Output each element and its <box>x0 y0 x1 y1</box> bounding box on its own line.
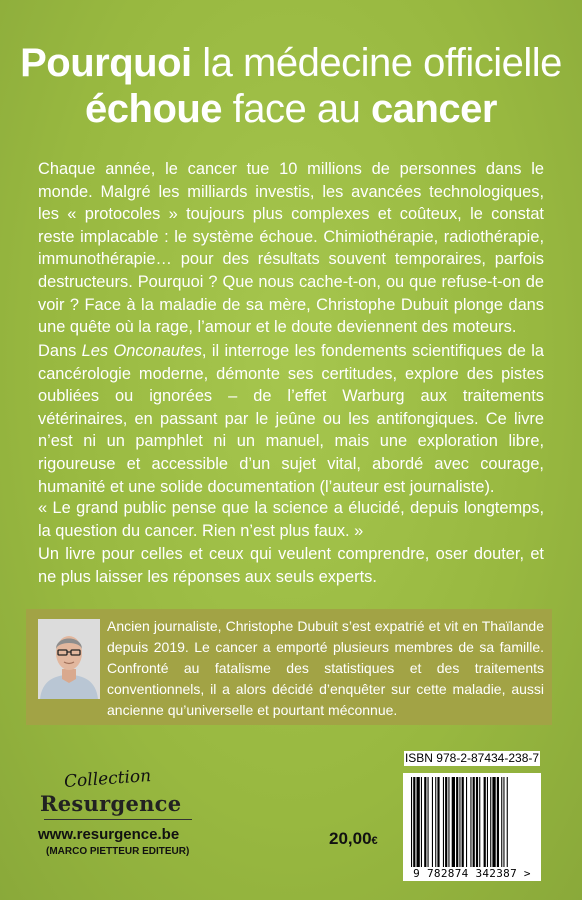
barcode-bar <box>428 777 429 867</box>
barcode-bar <box>470 777 471 867</box>
price-amount: 20,00 <box>329 829 372 848</box>
logo-collection-text: Collection <box>63 765 152 793</box>
barcode-bar <box>448 777 449 867</box>
barcode-bar <box>459 777 460 867</box>
barcode-bar <box>443 777 444 867</box>
isbn-label: ISBN 978-2-87434-238-7 <box>404 751 540 765</box>
barcode-bar <box>445 777 447 867</box>
title-line-1-rest: la médecine officielle <box>191 41 562 85</box>
barcode <box>403 773 541 869</box>
barcode-bar <box>421 777 422 867</box>
price-currency: € <box>371 835 378 847</box>
barcode-bar <box>507 777 508 867</box>
blurb-quote: « Le grand public pense que la science a élucidé, depuis longtemps, la question du cancer. Rien n’est plus faux. » <box>38 499 544 540</box>
logo-underline <box>44 819 192 820</box>
author-photo <box>38 619 100 699</box>
barcode-bar <box>487 777 488 867</box>
blurb-paragraph-4: Un livre pour celles et ceux qui veulent comprendre, oser douter, et ne plus laisser les réponses aux seuls experts. <box>38 545 544 586</box>
title-line-2-mid: face au <box>222 87 371 131</box>
blurb-p2-start: Dans <box>38 342 82 360</box>
barcode-bar <box>497 777 499 867</box>
title-word-pourquoi: Pourquoi <box>20 41 192 85</box>
barcode-bar <box>503 777 504 867</box>
publisher-editor: (MARCO PIETTEUR EDITEUR) <box>46 846 190 857</box>
barcode-bar <box>456 777 458 867</box>
barcode-bars <box>403 773 541 869</box>
barcode-bar <box>424 777 426 867</box>
title-line-2 <box>0 86 582 132</box>
barcode-bar <box>462 777 464 867</box>
title-line-1 <box>0 40 582 86</box>
blurb-paragraph-1: Chaque année, le cancer tue 10 millions de personnes dans le monde. Malgré les milliards investis, les avancées technologiques, les « protocoles » toujours plus complexes et coûteux, le constat reste implacable : le système échoue. Chimiothérapie, radiothérapie, immunothérapie… pour des résultats souvent temporaires, parfois destructeurs. Pourquoi ? Que nous cache-t-on, ou que refuse-t-on de voir ? Face à la maladie de sa mère, Christophe Dubuit plonge dans une quête où la rage, l’amour et le doute deviennent des moteurs. <box>38 160 544 337</box>
title-word-cancer: cancer <box>371 87 497 131</box>
barcode-bar <box>413 777 415 867</box>
author-bio-text: Ancien journaliste, Christophe Dubuit s’est expatrié et vit en Thaïlande depuis 2019. Le cancer a emporté plusieurs membres de sa famille. Confronté au fatalisme des statistiques et des traitements conventionnels, il a alors décidé d’enquêter sur cette maladie, aussi ancienne qu’universelle et pourtant méconnue. <box>107 618 544 718</box>
title-word-echoue: échoue <box>85 87 223 131</box>
barcode-bar <box>435 777 436 867</box>
blurb-p2-rest: , il interroge les fondements scientifiques de la cancérologie moderne, démonte ses certitudes, explore des pistes oubliées ou ignorées – de l’effet Warburg aux traitements vétérinaires, en passant par le jeûne ou les antifongiques. Ce livre n’est ni un pamphlet ni un manuel, mais une exploration libre, rigoureuse et accessible d’un sujet vital, abordé avec courage, humanité et une solide documentation (l’auteur est journaliste). <box>38 342 544 496</box>
barcode-bar <box>411 777 412 867</box>
book-title <box>0 40 582 132</box>
publisher-url: www.resurgence.be <box>38 826 180 843</box>
barcode-bar <box>479 777 480 867</box>
logo-publisher-name: Resurgence <box>40 791 182 816</box>
price <box>329 829 378 849</box>
barcode-bar <box>484 777 486 867</box>
barcode-digits: 9 782874 342387 > <box>403 867 541 881</box>
barcode-bar <box>501 777 502 867</box>
barcode-bar <box>492 777 495 867</box>
author-portrait-icon <box>38 619 100 699</box>
barcode-bar <box>476 777 478 867</box>
barcode-bar <box>473 777 475 867</box>
blurb-paragraph-2 <box>38 340 544 498</box>
barcode-bar <box>417 777 420 867</box>
barcode-bar <box>466 777 467 867</box>
book-title-italic: Les Onconautes <box>81 342 202 360</box>
barcode-bar <box>452 777 455 867</box>
author-bio-box <box>26 609 552 725</box>
barcode-bar <box>437 777 439 867</box>
publisher-logo <box>40 765 200 827</box>
barcode-bar <box>490 777 491 867</box>
barcode-bar <box>432 777 433 867</box>
